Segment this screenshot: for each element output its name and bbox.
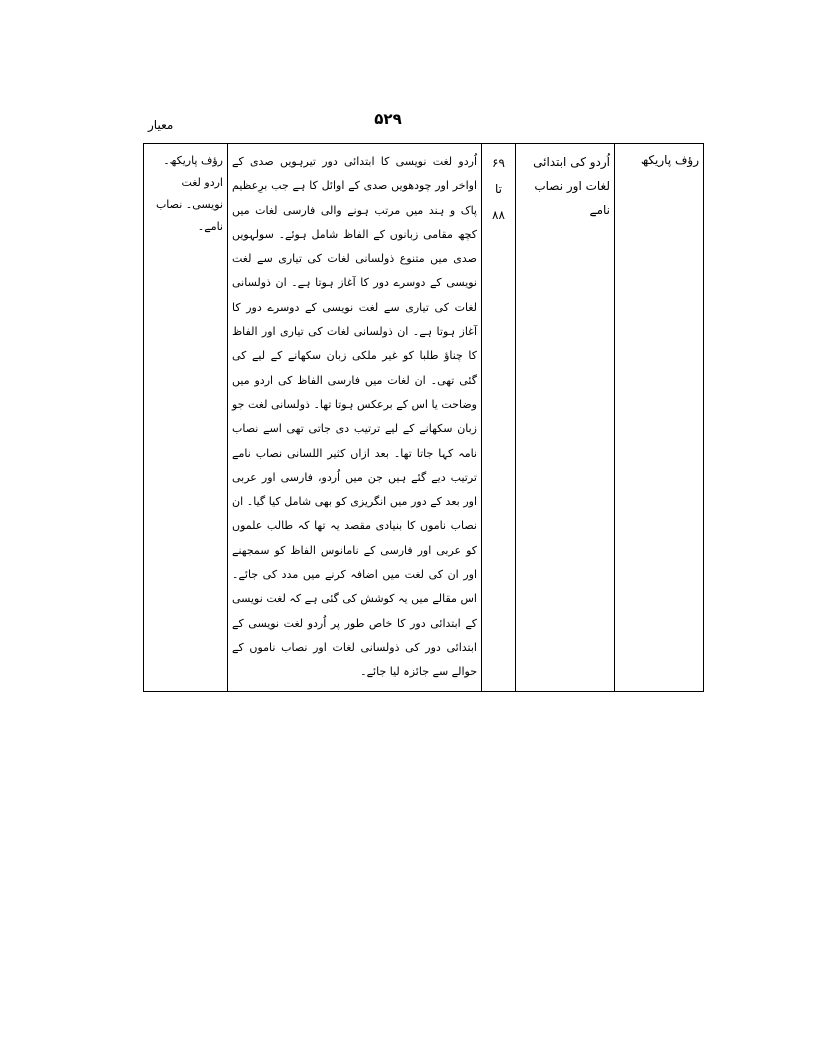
author-cell: رؤف پاریکھ bbox=[615, 144, 704, 692]
abstract-cell: اُردو لغت نویسی کا ابتدائی دور تیرہویں صدی کے اواخر اور چودھویں صدی کے اوائل کا ہے جب برِعظیم پاک و ہند میں مرتب ہونے والی فارسی لغات میں کچھ مقامی زبانوں کے الفاظ شامل ہوئے۔ سولہویں صدی میں متنوع ذولسانی لغات کی تیاری سے لغت نویسی کے دوسرے دور کا آغاز ہوتا ہے۔ ان ذولسانی لغات کی تیاری سے لغت نویسی کے دوسرے دور کا آغاز ہوتا ہے۔ ان ذولسانی لغات کی تیاری اور الفاظ کا چناؤ طلبا کو غیر ملکی زبان سکھانے کے لیے کی گئی تھی۔ ان لغات میں فارسی الفاظ کی اردو میں وضاحت یا اس کے برعکس ہوتا تھا۔ ذولسانی لغت جو زبان سکھانے کے لیے ترتیب دی جاتی تھی اسے نصاب نامہ کہا جاتا تھا۔ بعد ازاں کثیر اللسانی نصاب نامے ترتیب دیے گئے ہیں جن میں اُردو، فارسی اور عربی اور بعد کے دور میں انگریزی کو بھی شامل کیا گیا۔ ان نصاب ناموں کا بنیادی مقصد یہ تھا کہ طالب علموں کو عربی اور فارسی کے نامانوس الفاظ کو سمجھنے اور ان کی لغت میں اضافہ کرنے میں مدد کی جائے۔ اس مقالے میں یہ کوشش کی گئی ہے کہ لغت نویسی کے ابتدائی دور کا خاص طور پر اُردو لغت نویسی کے ابتدائی دور کی ذولسانی لغات اور نصاب ناموں کے حوالے سے جائزہ لیا جائے۔ bbox=[228, 144, 482, 692]
page-end: ۸۸ bbox=[492, 208, 505, 222]
keywords-cell: رؤف پاریکھ۔ اردو لغت نویسی۔ نصاب نامے۔ bbox=[144, 144, 228, 692]
page-number: ۵۲۹ bbox=[374, 110, 402, 128]
page-separator: تا bbox=[495, 182, 502, 196]
page-start: ۶۹ bbox=[492, 156, 505, 170]
table-row bbox=[144, 144, 704, 692]
journal-name: معیار bbox=[148, 118, 174, 132]
title-cell: اُردو کی ابتدائی لغات اور نصاب نامے bbox=[516, 144, 615, 692]
index-table bbox=[143, 143, 704, 692]
pages-cell bbox=[482, 144, 516, 692]
